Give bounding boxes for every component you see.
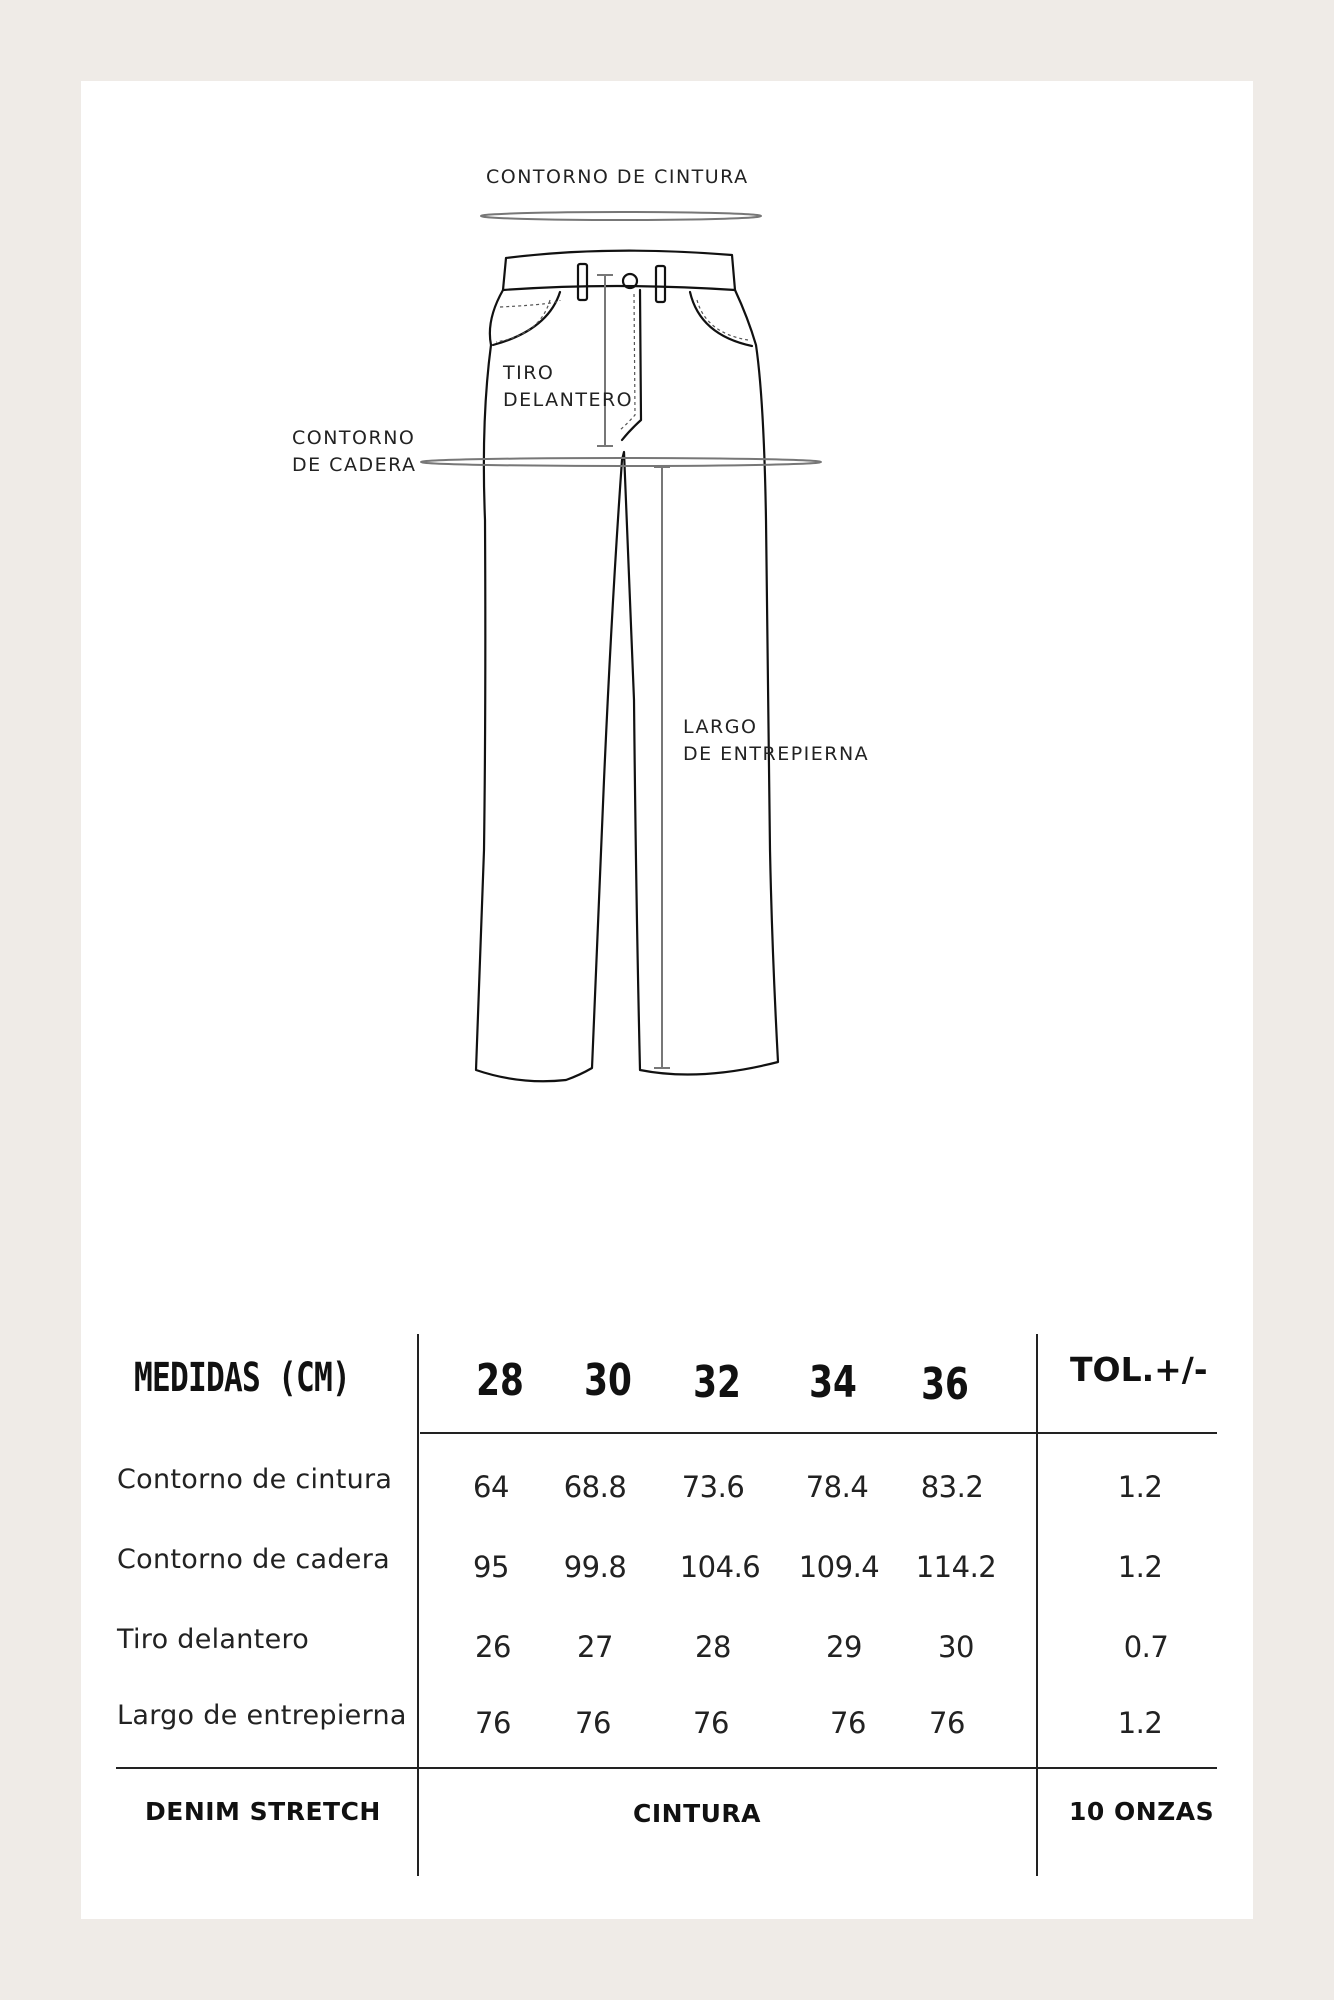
table-cell: 109.4: [798, 1550, 880, 1584]
waist-indicator: [481, 212, 761, 220]
size-header: 32: [693, 1357, 741, 1408]
tolerance-cell: 0.7: [1123, 1630, 1169, 1664]
row-label: Tiro delantero: [117, 1624, 310, 1655]
size-header: 30: [584, 1355, 632, 1406]
rise-label: TIRO DELANTERO: [503, 362, 634, 411]
table-cell: 64: [473, 1470, 509, 1504]
footer-rule: [116, 1767, 1217, 1769]
row-label: Largo de entrepierna: [117, 1700, 407, 1731]
table-cell: 27: [577, 1630, 613, 1664]
size-header: 36: [921, 1359, 969, 1410]
divider-right: [1036, 1334, 1038, 1876]
fabric-label: DENIM STRETCH: [145, 1797, 381, 1826]
right-pocket: [690, 292, 752, 346]
waist-label: CONTORNO DE CINTURA: [486, 166, 749, 188]
table-cell: 68.8: [563, 1470, 627, 1504]
table-cell: 114.2: [915, 1550, 997, 1584]
tolerance-cell: 1.2: [1117, 1550, 1163, 1584]
table-cell: 76: [693, 1706, 729, 1740]
table-cell: 76: [575, 1706, 611, 1740]
table-title: MEDIDAS (CM): [134, 1355, 351, 1401]
table-cell: 30: [938, 1630, 974, 1664]
header-rule: [420, 1432, 1217, 1434]
table-cell: 83.2: [920, 1470, 984, 1504]
table-cell: 76: [830, 1706, 866, 1740]
fit-label: CINTURA: [633, 1799, 762, 1828]
inseam-label: LARGO DE ENTREPIERNA: [683, 716, 870, 765]
table-cell: 99.8: [563, 1550, 627, 1584]
row-label: Contorno de cadera: [117, 1544, 390, 1575]
table-cell: 76: [929, 1706, 965, 1740]
tolerance-cell: 1.2: [1117, 1706, 1163, 1740]
table-cell: 28: [695, 1630, 731, 1664]
size-header: 34: [809, 1357, 857, 1408]
table-cell: 78.4: [805, 1470, 869, 1504]
row-label: Contorno de cintura: [117, 1464, 393, 1495]
table-cell: 95: [473, 1550, 509, 1584]
tolerance-cell: 1.2: [1117, 1470, 1163, 1504]
belt-loop: [656, 266, 665, 302]
belt-loop: [578, 264, 587, 300]
waistband: [503, 251, 735, 290]
table-cell: 73.6: [681, 1470, 745, 1504]
table-cell: 76: [475, 1706, 511, 1740]
size-header: 28: [476, 1355, 524, 1406]
tolerance-header: TOL.+/-: [1070, 1350, 1208, 1389]
inseam-measure: [654, 467, 670, 1068]
weight-label: 10 ONZAS: [1069, 1797, 1215, 1826]
left-pocket: [493, 292, 560, 345]
table-cell: 26: [475, 1630, 511, 1664]
table-cell: 29: [826, 1630, 862, 1664]
hip-label: CONTORNO DE CADERA: [292, 427, 417, 476]
table-cell: 104.6: [679, 1550, 761, 1584]
divider-left: [417, 1334, 419, 1876]
